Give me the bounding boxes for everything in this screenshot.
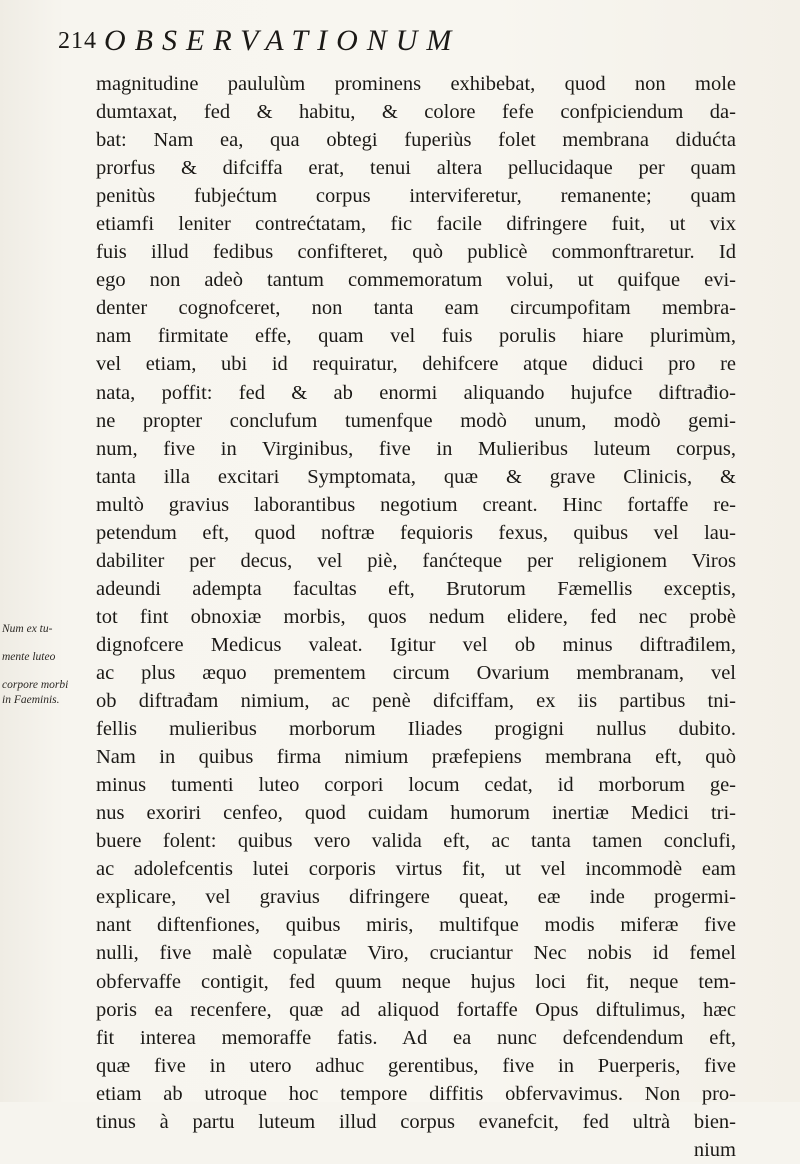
text-line: vel etiam, ubi id requiratur, dehifcere atque diduci pro re bbox=[96, 353, 736, 376]
page-number: 214 bbox=[58, 28, 97, 54]
margin-note bbox=[2, 622, 94, 708]
text-line: petendum eft, quod noftræ fequioris fexus, quibus vel lau- bbox=[96, 521, 736, 544]
text-line: ego non adeò tantum commemoratum volui, ut quifque evi- bbox=[96, 269, 736, 292]
text-line: minus tumenti luteo corpori locum cedat, id morborum ge- bbox=[96, 774, 736, 797]
text-line: nant diftenfiones, quibus miris, multifque modis miferæ five bbox=[96, 914, 736, 937]
margin-note-line: corpore morbi bbox=[2, 679, 69, 691]
text-line: tinus à partu luteum illud corpus evanefcit, fed ultrà bien- bbox=[96, 1110, 736, 1133]
text-line-last: nium bbox=[693, 1138, 736, 1161]
text-line: buere folent: quibus vero valida eft, ac tanta tamen conclufi, bbox=[96, 830, 736, 853]
text-line: ob diftrađam nimium, ac penè difciffam, ex iis partibus tni- bbox=[96, 690, 736, 713]
text-line: obfervaffe contigit, fed quum neque hujus loci fit, neque tem- bbox=[96, 970, 736, 993]
text-line: nata, poffit: fed & ab enormi aliquando hujufce diftrađio- bbox=[96, 381, 736, 404]
text-line: nus exoriri cenfeo, quod cuidam humorum inertiæ Medici tri- bbox=[96, 802, 736, 825]
text-line: fuis illud fedibus confifteret, quò publicè commonftraretur. Id bbox=[96, 241, 736, 264]
text-line: ne propter conclufum tumenfque modò unum, modò gemi- bbox=[96, 409, 736, 432]
margin-note-line: mente luteo bbox=[2, 651, 56, 663]
text-line: Nam in quibus firma nimium præfepiens membrana eft, quò bbox=[96, 746, 736, 769]
text-line: num, five in Virginibus, five in Mulieribus luteum corpus, bbox=[96, 437, 736, 460]
text-line: explicare, vel gravius difringere queat, eæ inde progermi- bbox=[96, 886, 736, 909]
margin-note-line: in Faeminis. bbox=[2, 694, 60, 706]
text-line: multò gravius laborantibus negotium creant. Hinc fortaffe re- bbox=[96, 493, 736, 516]
text-line: dignofcere Medicus valeat. Igitur vel ob minus diftrađilem, bbox=[96, 633, 736, 656]
text-line: dumtaxat, fed & habitu, & colore fefe confpiciendum da- bbox=[96, 101, 736, 124]
text-line: magnitudine paululùm prominens exhibebat, quod non mole bbox=[96, 73, 736, 95]
text-line: etiamfi leniter contrećtatam, fic facile difringere fuit, ut vix bbox=[96, 213, 736, 236]
page-header bbox=[58, 24, 708, 64]
text-line: fit interea memoraffe fatis. Ad ea nunc defcendendum eft, bbox=[96, 1026, 736, 1049]
text-line: nam firmitate effe, quam vel fuis porulis hiare plurimùm, bbox=[96, 325, 736, 348]
text-line: bat: Nam ea, qua obtegi fuperiùs folet membrana didućta bbox=[96, 129, 736, 152]
text-line: tanta illa excitari Symptomata, quæ & grave Clinicis, & bbox=[96, 465, 736, 488]
text-line: dabiliter per decus, vel piè, fanćteque per religionem Viros bbox=[96, 549, 736, 572]
text-line: prorfus & difciffa erat, tenui altera pellucidaque per quam bbox=[96, 157, 736, 180]
text-line: tot fint obnoxiæ morbis, quos nedum elidere, fed nec probè bbox=[96, 605, 736, 628]
text-line: etiam ab utroque hoc tempore diffitis obfervavimus. Non pro- bbox=[96, 1082, 736, 1105]
text-line: adeundi adempta facultas eft, Brutorum Fæmellis exceptis, bbox=[96, 577, 736, 600]
text-line: quæ five in utero adhuc gerentibus, five in Puerperis, five bbox=[96, 1054, 736, 1077]
margin-note-line: Num ex tu- bbox=[2, 623, 53, 635]
text-line: penitùs fubjećtum corpus interviferetur, remanente; quam bbox=[96, 185, 736, 208]
text-line: poris ea recenfere, quæ ad aliquod fortaffe Opus diftulimus, hæc bbox=[96, 998, 736, 1021]
text-line: nulli, five malè copulatæ Viro, cruciantur Nec nobis id femel bbox=[96, 942, 736, 965]
text-line: ac adolefcentis lutei corporis virtus fit, ut vel incommodè eam bbox=[96, 858, 736, 881]
text-line: ac plus æquo prementem circum Ovarium membranam, vel bbox=[96, 661, 736, 684]
running-title: OBSERVATIONUM bbox=[104, 24, 461, 57]
text-line: denter cognofceret, non tanta eam circumpofitam membra- bbox=[96, 297, 736, 320]
text-line: fellis mulieribus morborum Iliades progigni nullus dubito. bbox=[96, 718, 736, 741]
body-text bbox=[96, 70, 736, 1164]
